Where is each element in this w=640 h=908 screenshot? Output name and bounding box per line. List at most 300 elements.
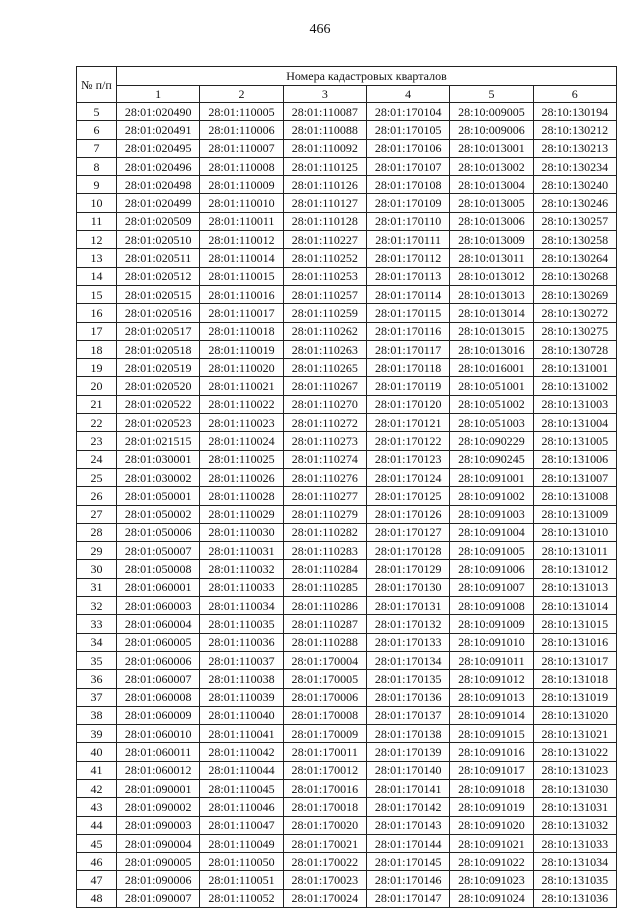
cadastral-number-cell: 28:01:170122 bbox=[366, 432, 449, 450]
row-number-cell: 12 bbox=[77, 231, 117, 249]
cadastral-number-cell: 28:10:130213 bbox=[533, 139, 616, 157]
cadastral-number-cell: 28:10:016001 bbox=[450, 359, 533, 377]
cadastral-number-cell: 28:10:131019 bbox=[533, 688, 616, 706]
row-number-cell: 21 bbox=[77, 395, 117, 413]
cadastral-number-cell: 28:01:110276 bbox=[283, 468, 366, 486]
cadastral-number-cell: 28:10:013013 bbox=[450, 285, 533, 303]
cadastral-number-cell: 28:01:110087 bbox=[283, 103, 366, 121]
table-row bbox=[77, 597, 617, 615]
cadastral-number-cell: 28:01:060009 bbox=[117, 706, 200, 724]
cadastral-number-cell: 28:01:060006 bbox=[117, 651, 200, 669]
row-number-cell: 37 bbox=[77, 688, 117, 706]
row-number-cell: 18 bbox=[77, 340, 117, 358]
cadastral-number-cell: 28:01:170125 bbox=[366, 487, 449, 505]
cadastral-number-cell: 28:10:131006 bbox=[533, 450, 616, 468]
cadastral-number-cell: 28:01:110035 bbox=[200, 615, 283, 633]
cadastral-number-cell: 28:01:110023 bbox=[200, 414, 283, 432]
cadastral-number-cell: 28:01:170132 bbox=[366, 615, 449, 633]
table-row bbox=[77, 157, 617, 175]
table-row bbox=[77, 615, 617, 633]
cadastral-number-cell: 28:10:131015 bbox=[533, 615, 616, 633]
row-number-cell: 5 bbox=[77, 103, 117, 121]
cadastral-number-cell: 28:01:110034 bbox=[200, 597, 283, 615]
cadastral-number-cell: 28:10:130269 bbox=[533, 285, 616, 303]
row-number-cell: 33 bbox=[77, 615, 117, 633]
cadastral-number-cell: 28:01:110005 bbox=[200, 103, 283, 121]
cadastral-number-cell: 28:01:020518 bbox=[117, 340, 200, 358]
cadastral-number-cell: 28:01:110283 bbox=[283, 542, 366, 560]
cadastral-number-cell: 28:10:091007 bbox=[450, 578, 533, 596]
column-header: 1 bbox=[117, 86, 200, 103]
cadastral-number-cell: 28:10:131033 bbox=[533, 834, 616, 852]
cadastral-number-cell: 28:01:110042 bbox=[200, 743, 283, 761]
cadastral-number-cell: 28:01:110227 bbox=[283, 231, 366, 249]
cadastral-number-cell: 28:01:090002 bbox=[117, 798, 200, 816]
page-number: 466 bbox=[309, 22, 331, 37]
table-row bbox=[77, 688, 617, 706]
table-row bbox=[77, 487, 617, 505]
cadastral-number-cell: 28:10:131001 bbox=[533, 359, 616, 377]
cadastral-number-cell: 28:10:091003 bbox=[450, 505, 533, 523]
cadastral-number-cell: 28:10:013009 bbox=[450, 231, 533, 249]
cadastral-number-cell: 28:01:110032 bbox=[200, 560, 283, 578]
cadastral-number-cell: 28:01:170119 bbox=[366, 377, 449, 395]
cadastral-number-cell: 28:10:131004 bbox=[533, 414, 616, 432]
cadastral-number-cell: 28:10:091018 bbox=[450, 779, 533, 797]
cadastral-number-cell: 28:10:131016 bbox=[533, 633, 616, 651]
cadastral-number-cell: 28:01:170136 bbox=[366, 688, 449, 706]
cadastral-number-cell: 28:01:110287 bbox=[283, 615, 366, 633]
row-number-cell: 41 bbox=[77, 761, 117, 779]
cadastral-number-cell: 28:01:110033 bbox=[200, 578, 283, 596]
column-header: 3 bbox=[283, 86, 366, 103]
cadastral-number-cell: 28:01:050008 bbox=[117, 560, 200, 578]
row-number-cell: 47 bbox=[77, 871, 117, 889]
cadastral-number-cell: 28:01:110024 bbox=[200, 432, 283, 450]
cadastral-number-cell: 28:10:131022 bbox=[533, 743, 616, 761]
cadastral-number-cell: 28:10:131002 bbox=[533, 377, 616, 395]
cadastral-number-cell: 28:01:090004 bbox=[117, 834, 200, 852]
table-row bbox=[77, 816, 617, 834]
cadastral-number-cell: 28:01:110128 bbox=[283, 212, 366, 230]
cadastral-number-cell: 28:01:110006 bbox=[200, 121, 283, 139]
cadastral-number-cell: 28:10:130258 bbox=[533, 231, 616, 249]
cadastral-number-cell: 28:01:170123 bbox=[366, 450, 449, 468]
cadastral-number-cell: 28:01:110263 bbox=[283, 340, 366, 358]
row-number-cell: 30 bbox=[77, 560, 117, 578]
cadastral-number-cell: 28:01:060012 bbox=[117, 761, 200, 779]
table-row bbox=[77, 377, 617, 395]
cadastral-number-cell: 28:10:130194 bbox=[533, 103, 616, 121]
cadastral-number-cell: 28:10:091011 bbox=[450, 651, 533, 669]
cadastral-number-cell: 28:10:131021 bbox=[533, 725, 616, 743]
column-header: 4 bbox=[366, 86, 449, 103]
cadastral-number-cell: 28:01:020499 bbox=[117, 194, 200, 212]
cadastral-number-cell: 28:01:170138 bbox=[366, 725, 449, 743]
cadastral-number-cell: 28:01:170120 bbox=[366, 395, 449, 413]
cadastral-number-cell: 28:01:020495 bbox=[117, 139, 200, 157]
cadastral-number-cell: 28:01:170107 bbox=[366, 157, 449, 175]
table-row bbox=[77, 249, 617, 267]
cadastral-number-cell: 28:01:170129 bbox=[366, 560, 449, 578]
table-row bbox=[77, 761, 617, 779]
cadastral-number-cell: 28:10:091002 bbox=[450, 487, 533, 505]
cadastral-number-cell: 28:01:170116 bbox=[366, 322, 449, 340]
cadastral-number-cell: 28:01:050007 bbox=[117, 542, 200, 560]
cadastral-number-cell: 28:10:091010 bbox=[450, 633, 533, 651]
cadastral-number-cell: 28:10:131032 bbox=[533, 816, 616, 834]
cadastral-number-cell: 28:01:020491 bbox=[117, 121, 200, 139]
cadastral-number-cell: 28:10:091020 bbox=[450, 816, 533, 834]
cadastral-number-cell: 28:01:110022 bbox=[200, 395, 283, 413]
cadastral-number-cell: 28:01:170133 bbox=[366, 633, 449, 651]
cadastral-number-cell: 28:01:170011 bbox=[283, 743, 366, 761]
cadastral-number-cell: 28:10:091008 bbox=[450, 597, 533, 615]
cadastral-number-cell: 28:01:170009 bbox=[283, 725, 366, 743]
cadastral-number-cell: 28:01:110272 bbox=[283, 414, 366, 432]
cadastral-number-cell: 28:10:091023 bbox=[450, 871, 533, 889]
table-row bbox=[77, 395, 617, 413]
cadastral-number-cell: 28:10:131035 bbox=[533, 871, 616, 889]
cadastral-number-cell: 28:01:060004 bbox=[117, 615, 200, 633]
table-row bbox=[77, 103, 617, 121]
cadastral-number-cell: 28:01:110092 bbox=[283, 139, 366, 157]
cadastral-number-cell: 28:01:170110 bbox=[366, 212, 449, 230]
cadastral-number-cell: 28:01:110011 bbox=[200, 212, 283, 230]
cadastral-number-cell: 28:10:131031 bbox=[533, 798, 616, 816]
cadastral-number-cell: 28:01:090003 bbox=[117, 816, 200, 834]
table-row bbox=[77, 231, 617, 249]
cadastral-number-cell: 28:10:091017 bbox=[450, 761, 533, 779]
cadastral-number-cell: 28:10:013012 bbox=[450, 267, 533, 285]
cadastral-numbers-header: Номера кадастровых кварталов bbox=[117, 67, 617, 86]
cadastral-number-cell: 28:01:170112 bbox=[366, 249, 449, 267]
cadastral-number-cell: 28:01:090007 bbox=[117, 889, 200, 907]
cadastral-number-cell: 28:01:020522 bbox=[117, 395, 200, 413]
cadastral-number-cell: 28:01:110282 bbox=[283, 523, 366, 541]
row-number-cell: 32 bbox=[77, 597, 117, 615]
cadastral-number-cell: 28:01:020496 bbox=[117, 157, 200, 175]
cadastral-number-cell: 28:01:170141 bbox=[366, 779, 449, 797]
column-header: 6 bbox=[533, 86, 616, 103]
cadastral-number-cell: 28:01:170023 bbox=[283, 871, 366, 889]
cadastral-number-cell: 28:01:110279 bbox=[283, 505, 366, 523]
cadastral-number-cell: 28:01:170130 bbox=[366, 578, 449, 596]
cadastral-number-cell: 28:01:110274 bbox=[283, 450, 366, 468]
cadastral-number-cell: 28:10:091001 bbox=[450, 468, 533, 486]
cadastral-number-cell: 28:10:013005 bbox=[450, 194, 533, 212]
table-row bbox=[77, 706, 617, 724]
cadastral-number-cell: 28:01:020511 bbox=[117, 249, 200, 267]
table-row bbox=[77, 505, 617, 523]
cadastral-number-cell: 28:01:170005 bbox=[283, 670, 366, 688]
cadastral-number-cell: 28:10:130275 bbox=[533, 322, 616, 340]
cadastral-number-cell: 28:01:060003 bbox=[117, 597, 200, 615]
cadastral-number-cell: 28:10:009005 bbox=[450, 103, 533, 121]
cadastral-number-cell: 28:01:110012 bbox=[200, 231, 283, 249]
cadastral-number-cell: 28:01:170146 bbox=[366, 871, 449, 889]
cadastral-number-cell: 28:01:170024 bbox=[283, 889, 366, 907]
cadastral-number-cell: 28:01:170126 bbox=[366, 505, 449, 523]
cadastral-number-cell: 28:01:170114 bbox=[366, 285, 449, 303]
cadastral-number-cell: 28:01:110018 bbox=[200, 322, 283, 340]
cadastral-number-cell: 28:01:110046 bbox=[200, 798, 283, 816]
column-header: 2 bbox=[200, 86, 283, 103]
cadastral-number-cell: 28:01:110015 bbox=[200, 267, 283, 285]
cadastral-number-cell: 28:01:170137 bbox=[366, 706, 449, 724]
cadastral-number-cell: 28:01:110284 bbox=[283, 560, 366, 578]
cadastral-number-cell: 28:01:110031 bbox=[200, 542, 283, 560]
row-number-cell: 22 bbox=[77, 414, 117, 432]
row-number-cell: 6 bbox=[77, 121, 117, 139]
cadastral-number-cell: 28:10:131036 bbox=[533, 889, 616, 907]
cadastral-number-cell: 28:10:131013 bbox=[533, 578, 616, 596]
cadastral-number-cell: 28:01:020523 bbox=[117, 414, 200, 432]
cadastral-number-cell: 28:10:013015 bbox=[450, 322, 533, 340]
cadastral-number-cell: 28:01:110044 bbox=[200, 761, 283, 779]
cadastral-number-cell: 28:10:130240 bbox=[533, 176, 616, 194]
row-number-cell: 14 bbox=[77, 267, 117, 285]
cadastral-number-cell: 28:01:170140 bbox=[366, 761, 449, 779]
cadastral-number-cell: 28:01:060007 bbox=[117, 670, 200, 688]
cadastral-number-cell: 28:01:170115 bbox=[366, 304, 449, 322]
cadastral-number-cell: 28:01:170143 bbox=[366, 816, 449, 834]
cadastral-number-cell: 28:10:091022 bbox=[450, 853, 533, 871]
cadastral-number-cell: 28:01:170128 bbox=[366, 542, 449, 560]
cadastral-number-cell: 28:01:021515 bbox=[117, 432, 200, 450]
cadastral-number-cell: 28:01:050006 bbox=[117, 523, 200, 541]
cadastral-number-cell: 28:01:110262 bbox=[283, 322, 366, 340]
cadastral-number-cell: 28:01:110017 bbox=[200, 304, 283, 322]
row-number-cell: 40 bbox=[77, 743, 117, 761]
cadastral-number-cell: 28:10:091024 bbox=[450, 889, 533, 907]
cadastral-number-cell: 28:01:110051 bbox=[200, 871, 283, 889]
table-row bbox=[77, 176, 617, 194]
cadastral-number-cell: 28:01:110037 bbox=[200, 651, 283, 669]
cadastral-number-cell: 28:01:110009 bbox=[200, 176, 283, 194]
cadastral-number-cell: 28:10:131014 bbox=[533, 597, 616, 615]
row-number-header: № п/п bbox=[77, 67, 117, 103]
cadastral-number-cell: 28:10:131018 bbox=[533, 670, 616, 688]
cadastral-number-cell: 28:10:091013 bbox=[450, 688, 533, 706]
row-number-cell: 23 bbox=[77, 432, 117, 450]
row-number-cell: 26 bbox=[77, 487, 117, 505]
cadastral-number-cell: 28:01:090006 bbox=[117, 871, 200, 889]
cadastral-number-cell: 28:01:110285 bbox=[283, 578, 366, 596]
cadastral-number-cell: 28:10:131023 bbox=[533, 761, 616, 779]
row-number-cell: 29 bbox=[77, 542, 117, 560]
cadastral-number-cell: 28:01:170021 bbox=[283, 834, 366, 852]
cadastral-number-cell: 28:01:060001 bbox=[117, 578, 200, 596]
cadastral-number-cell: 28:01:110007 bbox=[200, 139, 283, 157]
cadastral-number-cell: 28:01:170131 bbox=[366, 597, 449, 615]
table-row bbox=[77, 212, 617, 230]
cadastral-number-cell: 28:01:110030 bbox=[200, 523, 283, 541]
cadastral-number-cell: 28:01:170142 bbox=[366, 798, 449, 816]
table-row bbox=[77, 834, 617, 852]
cadastral-number-cell: 28:01:020515 bbox=[117, 285, 200, 303]
row-number-cell: 39 bbox=[77, 725, 117, 743]
table-row bbox=[77, 889, 617, 907]
table-row bbox=[77, 432, 617, 450]
cadastral-number-cell: 28:01:110259 bbox=[283, 304, 366, 322]
row-number-cell: 45 bbox=[77, 834, 117, 852]
cadastral-quarters-table bbox=[76, 66, 617, 908]
table-row bbox=[77, 322, 617, 340]
cadastral-number-cell: 28:10:091012 bbox=[450, 670, 533, 688]
cadastral-number-cell: 28:01:090001 bbox=[117, 779, 200, 797]
table-row bbox=[77, 121, 617, 139]
cadastral-number-cell: 28:10:091006 bbox=[450, 560, 533, 578]
cadastral-number-cell: 28:10:090229 bbox=[450, 432, 533, 450]
row-number-cell: 25 bbox=[77, 468, 117, 486]
cadastral-number-cell: 28:01:110045 bbox=[200, 779, 283, 797]
row-number-cell: 16 bbox=[77, 304, 117, 322]
row-number-cell: 28 bbox=[77, 523, 117, 541]
cadastral-number-cell: 28:01:170145 bbox=[366, 853, 449, 871]
cadastral-number-cell: 28:10:013001 bbox=[450, 139, 533, 157]
cadastral-number-cell: 28:01:170109 bbox=[366, 194, 449, 212]
cadastral-number-cell: 28:10:091014 bbox=[450, 706, 533, 724]
cadastral-number-cell: 28:01:020517 bbox=[117, 322, 200, 340]
cadastral-number-cell: 28:01:020510 bbox=[117, 231, 200, 249]
cadastral-number-cell: 28:01:170016 bbox=[283, 779, 366, 797]
cadastral-number-cell: 28:01:170144 bbox=[366, 834, 449, 852]
cadastral-number-cell: 28:01:110257 bbox=[283, 285, 366, 303]
table-row bbox=[77, 304, 617, 322]
cadastral-number-cell: 28:01:110277 bbox=[283, 487, 366, 505]
cadastral-number-cell: 28:01:030001 bbox=[117, 450, 200, 468]
table-row bbox=[77, 523, 617, 541]
cadastral-number-cell: 28:10:131034 bbox=[533, 853, 616, 871]
table-row bbox=[77, 798, 617, 816]
cadastral-number-cell: 28:01:170104 bbox=[366, 103, 449, 121]
cadastral-number-cell: 28:10:130264 bbox=[533, 249, 616, 267]
cadastral-number-cell: 28:01:110052 bbox=[200, 889, 283, 907]
cadastral-number-cell: 28:01:170135 bbox=[366, 670, 449, 688]
cadastral-number-cell: 28:01:110040 bbox=[200, 706, 283, 724]
cadastral-number-cell: 28:01:090005 bbox=[117, 853, 200, 871]
row-number-cell: 17 bbox=[77, 322, 117, 340]
table-row bbox=[77, 743, 617, 761]
cadastral-number-cell: 28:10:130728 bbox=[533, 340, 616, 358]
table-row bbox=[77, 542, 617, 560]
cadastral-number-cell: 28:10:091005 bbox=[450, 542, 533, 560]
cadastral-number-cell: 28:01:110265 bbox=[283, 359, 366, 377]
row-number-cell: 43 bbox=[77, 798, 117, 816]
cadastral-number-cell: 28:01:170108 bbox=[366, 176, 449, 194]
cadastral-number-cell: 28:01:170121 bbox=[366, 414, 449, 432]
row-number-cell: 46 bbox=[77, 853, 117, 871]
row-number-cell: 42 bbox=[77, 779, 117, 797]
cadastral-number-cell: 28:10:051002 bbox=[450, 395, 533, 413]
cadastral-number-cell: 28:10:130257 bbox=[533, 212, 616, 230]
cadastral-number-cell: 28:01:020520 bbox=[117, 377, 200, 395]
cadastral-number-cell: 28:01:170117 bbox=[366, 340, 449, 358]
row-number-cell: 34 bbox=[77, 633, 117, 651]
cadastral-number-cell: 28:01:170106 bbox=[366, 139, 449, 157]
cadastral-number-cell: 28:10:131009 bbox=[533, 505, 616, 523]
row-number-cell: 36 bbox=[77, 670, 117, 688]
row-number-cell: 38 bbox=[77, 706, 117, 724]
table-row bbox=[77, 468, 617, 486]
row-number-cell: 20 bbox=[77, 377, 117, 395]
table-row bbox=[77, 359, 617, 377]
table-row bbox=[77, 670, 617, 688]
row-number-cell: 19 bbox=[77, 359, 117, 377]
table-row bbox=[77, 340, 617, 358]
row-number-cell: 27 bbox=[77, 505, 117, 523]
table-row bbox=[77, 194, 617, 212]
row-number-cell: 9 bbox=[77, 176, 117, 194]
cadastral-number-cell: 28:01:110126 bbox=[283, 176, 366, 194]
table-row bbox=[77, 633, 617, 651]
row-number-cell: 35 bbox=[77, 651, 117, 669]
cadastral-number-cell: 28:10:130268 bbox=[533, 267, 616, 285]
row-number-cell: 15 bbox=[77, 285, 117, 303]
cadastral-number-cell: 28:01:110036 bbox=[200, 633, 283, 651]
cadastral-number-cell: 28:10:051003 bbox=[450, 414, 533, 432]
cadastral-number-cell: 28:01:110025 bbox=[200, 450, 283, 468]
cadastral-number-cell: 28:01:110288 bbox=[283, 633, 366, 651]
cadastral-number-cell: 28:01:110021 bbox=[200, 377, 283, 395]
cadastral-number-cell: 28:01:110088 bbox=[283, 121, 366, 139]
cadastral-number-cell: 28:10:013004 bbox=[450, 176, 533, 194]
cadastral-number-cell: 28:01:020490 bbox=[117, 103, 200, 121]
cadastral-number-cell: 28:01:020509 bbox=[117, 212, 200, 230]
table-row bbox=[77, 853, 617, 871]
table-row bbox=[77, 560, 617, 578]
cadastral-number-cell: 28:01:110028 bbox=[200, 487, 283, 505]
column-header: 5 bbox=[450, 86, 533, 103]
cadastral-number-cell: 28:10:013011 bbox=[450, 249, 533, 267]
cadastral-number-cell: 28:10:013002 bbox=[450, 157, 533, 175]
table-row bbox=[77, 779, 617, 797]
table-row bbox=[77, 414, 617, 432]
cadastral-number-cell: 28:01:110041 bbox=[200, 725, 283, 743]
cadastral-number-cell: 28:10:091021 bbox=[450, 834, 533, 852]
row-number-cell: 48 bbox=[77, 889, 117, 907]
cadastral-number-cell: 28:10:013014 bbox=[450, 304, 533, 322]
column-number-row bbox=[77, 86, 617, 103]
cadastral-number-cell: 28:01:110252 bbox=[283, 249, 366, 267]
cadastral-number-cell: 28:10:131008 bbox=[533, 487, 616, 505]
cadastral-number-cell: 28:01:110010 bbox=[200, 194, 283, 212]
cadastral-number-cell: 28:01:110270 bbox=[283, 395, 366, 413]
cadastral-number-cell: 28:01:170113 bbox=[366, 267, 449, 285]
cadastral-number-cell: 28:01:110014 bbox=[200, 249, 283, 267]
cadastral-number-cell: 28:01:110008 bbox=[200, 157, 283, 175]
row-number-cell: 10 bbox=[77, 194, 117, 212]
cadastral-number-cell: 28:01:170004 bbox=[283, 651, 366, 669]
cadastral-number-cell: 28:01:170006 bbox=[283, 688, 366, 706]
row-number-cell: 11 bbox=[77, 212, 117, 230]
cadastral-number-cell: 28:01:050001 bbox=[117, 487, 200, 505]
cadastral-number-cell: 28:01:110029 bbox=[200, 505, 283, 523]
cadastral-number-cell: 28:01:060008 bbox=[117, 688, 200, 706]
table-row bbox=[77, 578, 617, 596]
table-row bbox=[77, 725, 617, 743]
table-header-row bbox=[77, 67, 617, 86]
cadastral-number-cell: 28:01:110016 bbox=[200, 285, 283, 303]
row-number-cell: 13 bbox=[77, 249, 117, 267]
cadastral-number-cell: 28:10:091004 bbox=[450, 523, 533, 541]
cadastral-number-cell: 28:01:110273 bbox=[283, 432, 366, 450]
cadastral-number-cell: 28:01:110049 bbox=[200, 834, 283, 852]
cadastral-number-cell: 28:10:091009 bbox=[450, 615, 533, 633]
cadastral-number-cell: 28:01:170147 bbox=[366, 889, 449, 907]
cadastral-number-cell: 28:01:170022 bbox=[283, 853, 366, 871]
